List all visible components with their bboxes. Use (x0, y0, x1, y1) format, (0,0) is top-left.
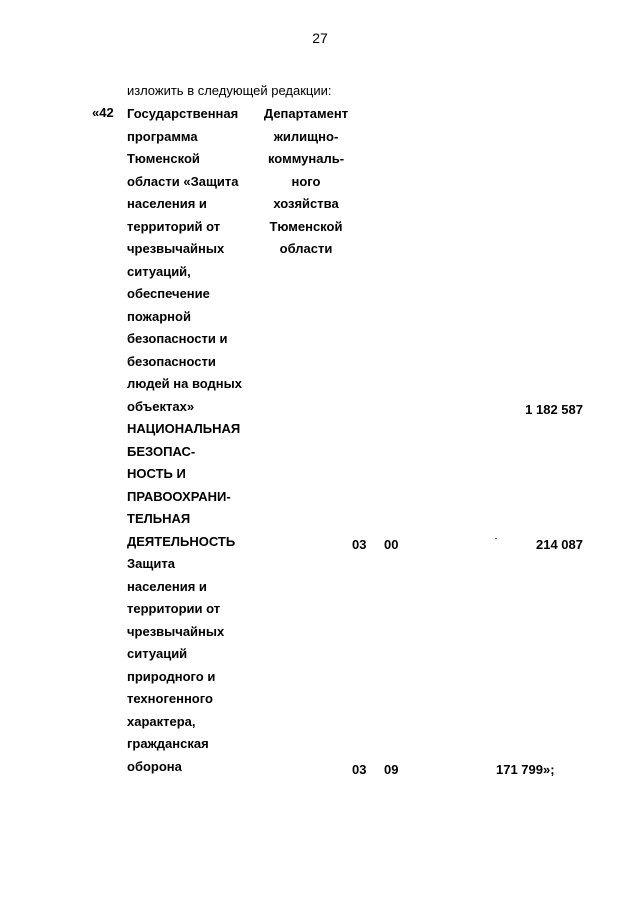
department (253, 105, 359, 263)
program-name-line: обеспечение (127, 286, 210, 301)
program-name-line: безопасности и (127, 331, 228, 346)
section-subcode: 00 (384, 537, 399, 552)
section-title-line: НОСТЬ И (127, 466, 186, 481)
subsection-code: 03 (352, 762, 367, 777)
section-title-line: НАЦИОНАЛЬНАЯ (127, 421, 241, 436)
section-amount: 214 087 (536, 537, 583, 552)
program-name-line: программа (127, 128, 198, 144)
program-amount: 1 182 587 (525, 402, 583, 417)
page-number: 27 (312, 30, 328, 46)
intro-text: изложить в следующей редакции: (127, 83, 332, 98)
subsection-amount: 171 799»; (496, 762, 555, 777)
department-line: Тюменской (269, 218, 343, 234)
program-name-line: объектах» (127, 398, 195, 414)
section-title-line: ПРАВООХРАНИ- (127, 488, 231, 504)
program-name-line: людей на водных (127, 376, 242, 391)
subsection-title-line: техногенного (127, 691, 213, 706)
program-name-line: области «Защита (127, 173, 239, 189)
program-name-line: безопасности (127, 353, 216, 369)
subsection-subcode: 09 (384, 762, 399, 777)
section-code: 03 (352, 537, 367, 552)
subsection-title-line: ситуаций (127, 646, 188, 661)
subsection-title-line: природного и (127, 668, 216, 684)
section-title-line: ТЕЛЬНАЯ (127, 511, 191, 526)
program-name-line: территорий от (127, 218, 221, 234)
program-name-line: пожарной (127, 308, 191, 324)
department-line: жилищно- (273, 128, 339, 144)
row-number: «42 (92, 105, 114, 120)
department-line: ного (291, 173, 321, 189)
program-name-line: населения и (127, 196, 207, 211)
subsection-title-line: чрезвычайных (127, 623, 225, 639)
department-line: хозяйства (273, 196, 339, 211)
subsection-title-line: Защита (127, 556, 175, 571)
subsection-title-line: оборона (127, 758, 182, 774)
subsection-title-line: гражданская (127, 736, 209, 751)
section-title-line: БЕЗОПАС- (127, 443, 196, 459)
subsection-title-line: населения и (127, 578, 207, 594)
subsection-title-line: территории от (127, 601, 221, 616)
department-line: коммуналь- (267, 151, 345, 166)
program-name-line: чрезвычайных (127, 241, 225, 256)
subsection-title-line: характера, (127, 713, 196, 729)
department-line: области (279, 241, 333, 256)
program-name-line: Государственная (127, 106, 239, 121)
section-title-line: ДЕЯТЕЛЬНОСТЬ (127, 533, 236, 549)
department-line: Департамент (263, 106, 349, 121)
program-name-line: ситуаций, (127, 263, 191, 279)
program-name-line: Тюменской (127, 151, 200, 166)
program-name (127, 105, 242, 780)
